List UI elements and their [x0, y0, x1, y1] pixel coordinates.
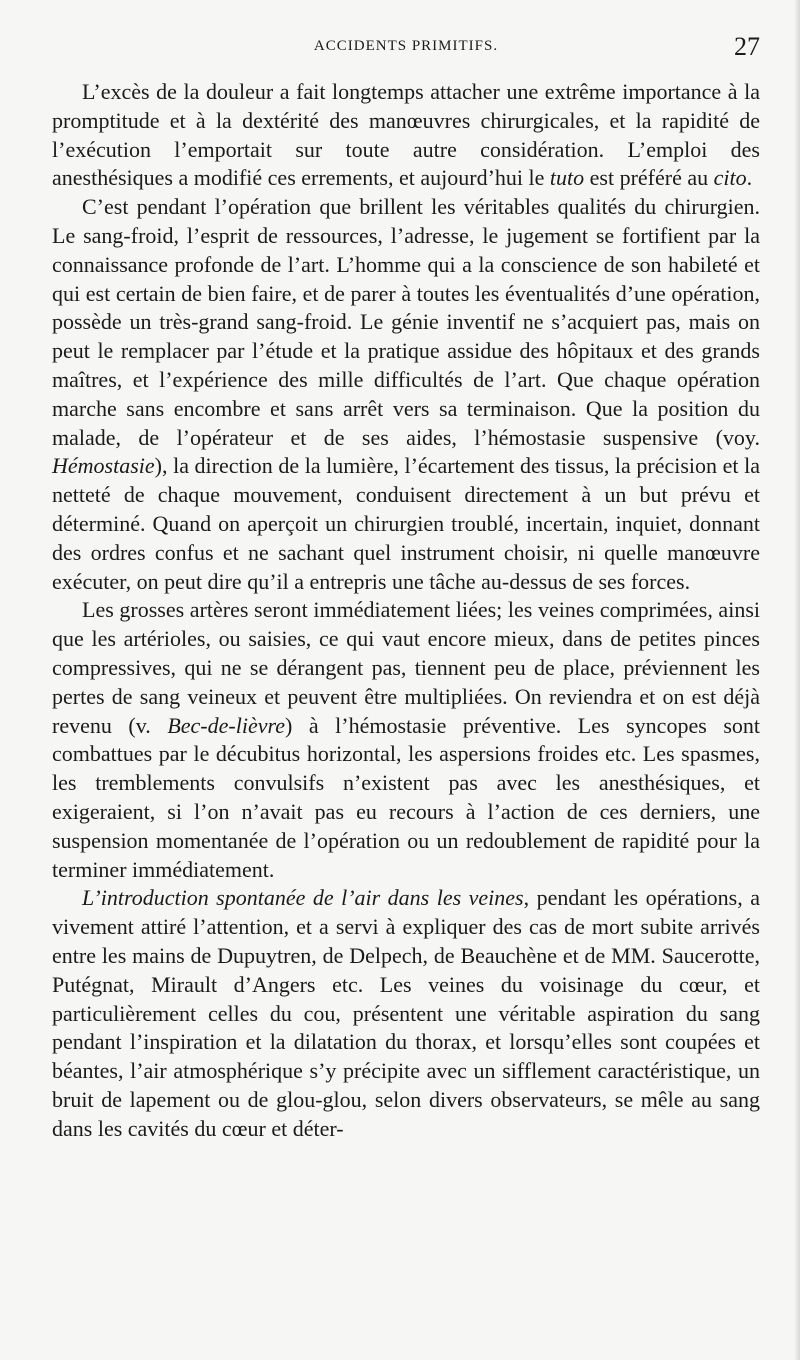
running-head: ACCIDENTS PRIMITIFS.: [313, 38, 499, 54]
italic-segment: tuto: [549, 165, 585, 191]
text-segment: .: [746, 165, 753, 191]
text-segment: ), la direction de la lumière, l’écartement des tissus, la précision et la netteté de chaque mouvement, conduisent directement à un but prévu et déterminé. Quand on aperçoit un chirurgien troublé, incertain, inquiet, donnant des ordres confus et ne sachant quel instrument choisir, ni quelle manœuvre exécuter, on peut dire qu’il a entrepris une tâche au-dessus de ses forces.: [52, 453, 760, 594]
page-header: [52, 32, 760, 78]
paragraph-4: [52, 884, 760, 1143]
text-segment: L’excès de la douleur a fait longtemps attacher une extrême importance à la promptitude et à la dextérité des manœuvres chirurgicales, et la rapidité de l’exécution l’emportait sur toute autre considération. L’emploi des anesthésiques a modifié ces errements, et aujourd’hui le: [52, 79, 760, 191]
paragraph-2: [52, 193, 760, 596]
text-segment: Les grosses artères seront immédiatement liées; les veines comprimées, ainsi que les artérioles, ou saisies, ce qui vaut encore mieux, dans de petites pinces compressives, qui ne se dérangent pas, tiennent peu de place, préviennent les pertes de sang veineux et peuvent être multipliées. On reviendra et on est déjà revenu (v.: [52, 597, 760, 738]
page-number: 27: [734, 32, 760, 61]
body-text: [52, 78, 760, 1143]
italic-segment: cito: [713, 165, 747, 191]
text-segment: ) à l’hémostasie préventive. Les syncopes sont combattues par le décubitus horizontal, les aspersions froides etc. Les spasmes, les tremblements convulsifs n’existent pas avec les anesthésiques, et exigeraient, si l’on n’avait pas eu recours à l’action de ces derniers, une suspension momentanée de l’opération ou un redoublement de rapidité pour la terminer immédiatement.: [52, 712, 760, 882]
italic-segment: L’introduction spontanée de l’air dans les veines: [82, 885, 524, 911]
paragraph-1: [52, 78, 760, 193]
text-segment: C’est pendant l’opération que brillent les véritables qualités du chirurgien. Le sang-froid, l’esprit de ressources, l’adresse, le jugement se fortifient par la connaissance profonde de l’art. L’homme qui a la conscience de son habileté et qui est certain de bien faire, et de parer à toutes les éventualités d’une opération, possède un très-grand sang-froid. Le génie inventif ne s’acquiert pas, mais on peut le remplacer par l’étude et la pratique assidue des hôpitaux et des grands maîtres, et l’expérience des mille difficultés de l’art. Que chaque opération marche sans encombre et sans arrêt vers sa terminaison. Que la position du malade, de l’opérateur et de ses aides, l’hémostasie suspensive (voy.: [52, 194, 760, 450]
text-segment: , pendant les opérations, a vivement attiré l’attention, et a servi à expliquer des cas de mort subite arrivés entre les mains de Dupuytren, de Delpech, de Beauchène et de MM. Saucerotte, Putégnat, Mirault d’Angers etc. Les veines du voisinage du cœur, et particulièrement celles du cou, présentent une véritable aspiration du sang pendant l’inspiration et la dilatation du thorax, et lorsqu’elles sont coupées et béantes, l’air atmosphérique s’y précipite avec un sifflement caractéristique, un bruit de lapement ou de glou-glou, selon divers observateurs, se mêle au sang dans les cavités du cœur et déter-: [52, 885, 760, 1141]
paragraph-3: [52, 596, 760, 884]
italic-segment: Bec-de-lièvre: [167, 712, 285, 738]
text-segment: est préféré au: [584, 165, 714, 191]
italic-segment: Hémostasie: [52, 453, 155, 479]
